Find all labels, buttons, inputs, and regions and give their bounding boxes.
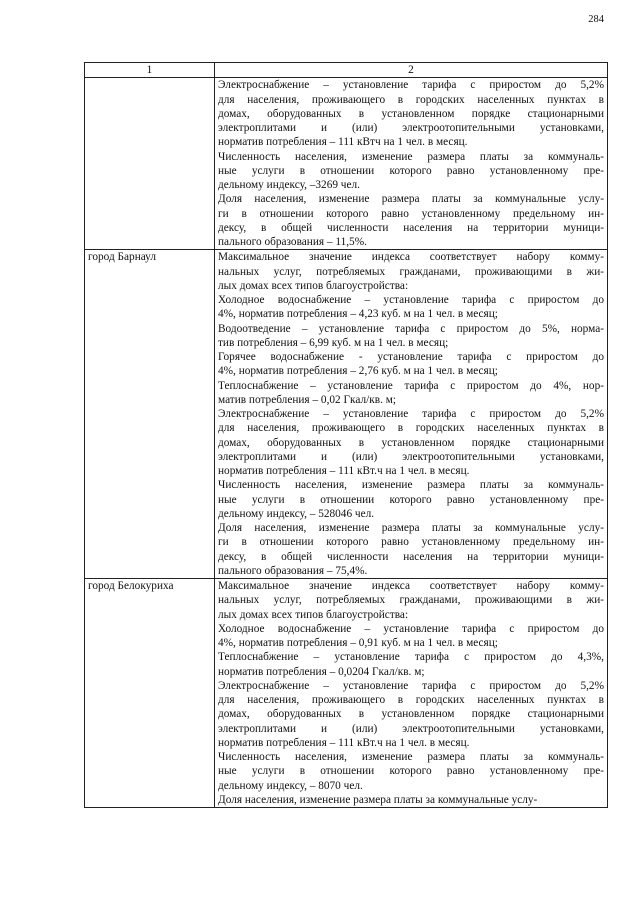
description-paragraph (218, 478, 604, 521)
table-row (85, 250, 608, 579)
text-line: норматив потребления – 111 кВт.ч на 1 чел. в месяц. (218, 736, 470, 749)
text-line: Электроснабжение – установление тарифа с приростом до 5,2% (218, 408, 604, 420)
text-line: лых домах всех типов благоустройства: (218, 279, 409, 292)
text-line: матив потребления – 0,02 Гкал/кв. м; (218, 393, 397, 406)
text-line: Холодное водоснабжение – установление тарифа с приростом до (218, 294, 604, 306)
text-line: 4%, норматив потребления – 2,76 куб. м на 1 чел. в месяц; (218, 365, 498, 378)
description-paragraph (218, 150, 604, 193)
text-line: Численность населения, изменение размера платы за коммуналь- (218, 150, 604, 163)
description-paragraph (218, 350, 604, 379)
table-row (85, 78, 608, 250)
text-line: ные услуги в отношении которого равно установленному пре- (218, 493, 604, 506)
text-line: Горячее водоснабжение - установление тарифа с приростом до (218, 351, 604, 363)
text-line: пального образования – 11,5%. (218, 236, 367, 248)
description-paragraph (218, 750, 604, 793)
page-number: 284 (588, 14, 604, 25)
text-line: ные услуги в отношении которого равно установленному пре- (218, 164, 604, 177)
text-line: для населения, проживающего в городских населенных пунктах в (218, 422, 604, 435)
text-line: нальных услуг, потребляемых гражданами, проживающими в жи- (218, 265, 604, 278)
text-line: норматив потребления – 111 кВтч на 1 чел. в месяц. (218, 136, 468, 149)
text-line: электроплитами и (или) электроотопительными установками, (218, 722, 604, 735)
text-line: Электроснабжение – установление тарифа с приростом до 5,2% (218, 679, 604, 692)
description-paragraph (218, 650, 604, 679)
description-paragraph (218, 793, 604, 807)
description-paragraph (218, 579, 604, 622)
text-line: домах, оборудованных в установленном порядке стационарными (218, 107, 604, 120)
text-line: для населения, проживающего в городских населенных пунктах в (218, 694, 604, 706)
text-line: Теплоснабжение – установление тарифа с приростом до 4,3%, (218, 651, 604, 664)
text-line: тив потребления – 6,99 куб. м на 1 чел. в месяц; (218, 336, 449, 349)
column-header-2: 2 (215, 63, 608, 78)
description-paragraph (218, 521, 604, 578)
text-line: норматив потребления – 0,0204 Гкал/кв. м; (218, 665, 425, 678)
description-paragraph (218, 622, 604, 651)
description-paragraph (218, 407, 604, 478)
text-line: 4%, норматив потребления – 0,91 куб. м на 1 чел. в месяц; (218, 637, 498, 649)
text-line: Численность населения, изменение размера платы за коммуналь- (218, 751, 604, 763)
region-name-cell: город Белокуриха (85, 579, 215, 808)
text-line: лых домах всех типов благоустройства: (218, 608, 409, 621)
column-header-1: 1 (85, 63, 215, 78)
text-line: домах, оборудованных в установленном порядке стационарными (218, 708, 604, 721)
text-line: 4%, норматив потребления – 4,23 куб. м на 1 чел. в месяц; (218, 308, 498, 321)
region-name-cell: город Барнаул (85, 250, 215, 579)
text-line: дельному индексу, – 8070 чел. (218, 779, 363, 792)
text-line: ные услуги в отношении которого равно установленному пре- (218, 765, 604, 778)
document-table (84, 62, 608, 808)
text-line: норматив потребления – 111 кВт.ч на 1 чел. в месяц. (218, 465, 470, 477)
text-line: для населения, проживающего в городских населенных пунктах в (218, 93, 604, 106)
description-paragraph (218, 679, 604, 750)
text-line: Электроснабжение – установление тарифа с приростом до 5,2% (218, 79, 604, 92)
description-paragraph (218, 192, 604, 249)
text-line: дельному индексу, – 528046 чел. (218, 507, 375, 520)
text-line: дексу, в общей численности населения на территории муници- (218, 221, 604, 234)
description-paragraph (218, 379, 604, 408)
description-paragraph (218, 322, 604, 351)
text-line: Водоотведение – установление тарифа с приростом до 5%, норма- (218, 322, 604, 335)
description-paragraph (218, 293, 604, 322)
region-name-cell (85, 78, 215, 250)
text-line: электроплитами и (или) электроотопительными установками, (218, 450, 604, 463)
text-line: домах, оборудованных в установленном порядке стационарными (218, 436, 604, 449)
table-header-row (85, 63, 608, 78)
text-line: дексу, в общей численности населения на территории муници- (218, 550, 604, 563)
description-paragraph (218, 250, 604, 293)
text-line: Доля населения, изменение размера платы за коммунальные услу- (218, 193, 604, 206)
text-line: электроплитами и (или) электроотопительными установками, (218, 122, 604, 134)
text-line: ги в отношении которого равно установленному предельному ин- (218, 536, 604, 549)
table-body (85, 78, 608, 808)
text-line: Теплоснабжение – установление тарифа с приростом до 4%, нор- (218, 379, 604, 392)
text-line: Численность населения, изменение размера платы за коммуналь- (218, 479, 604, 492)
text-line: Доля населения, изменение размера платы за коммунальные услу- (218, 793, 538, 806)
description-paragraph (218, 78, 604, 149)
text-line: Доля населения, изменение размера платы за коммунальные услу- (218, 522, 604, 534)
text-line: пального образования – 75,4%. (218, 564, 368, 577)
text-line: Холодное водоснабжение – установление тарифа с приростом до (218, 622, 604, 635)
table-row (85, 579, 608, 808)
description-cell (215, 579, 608, 808)
description-cell (215, 250, 608, 579)
text-line: Максимальное значение индекса соответствует набору комму- (218, 580, 604, 592)
description-cell (215, 78, 608, 250)
text-line: ги в отношении которого равно установленному предельному ин- (218, 207, 604, 220)
text-line: нальных услуг, потребляемых гражданами, проживающими в жи- (218, 594, 604, 607)
text-line: Максимальное значение индекса соответствует набору комму- (218, 251, 604, 264)
text-line: дельному индексу, –3269 чел. (218, 179, 360, 191)
